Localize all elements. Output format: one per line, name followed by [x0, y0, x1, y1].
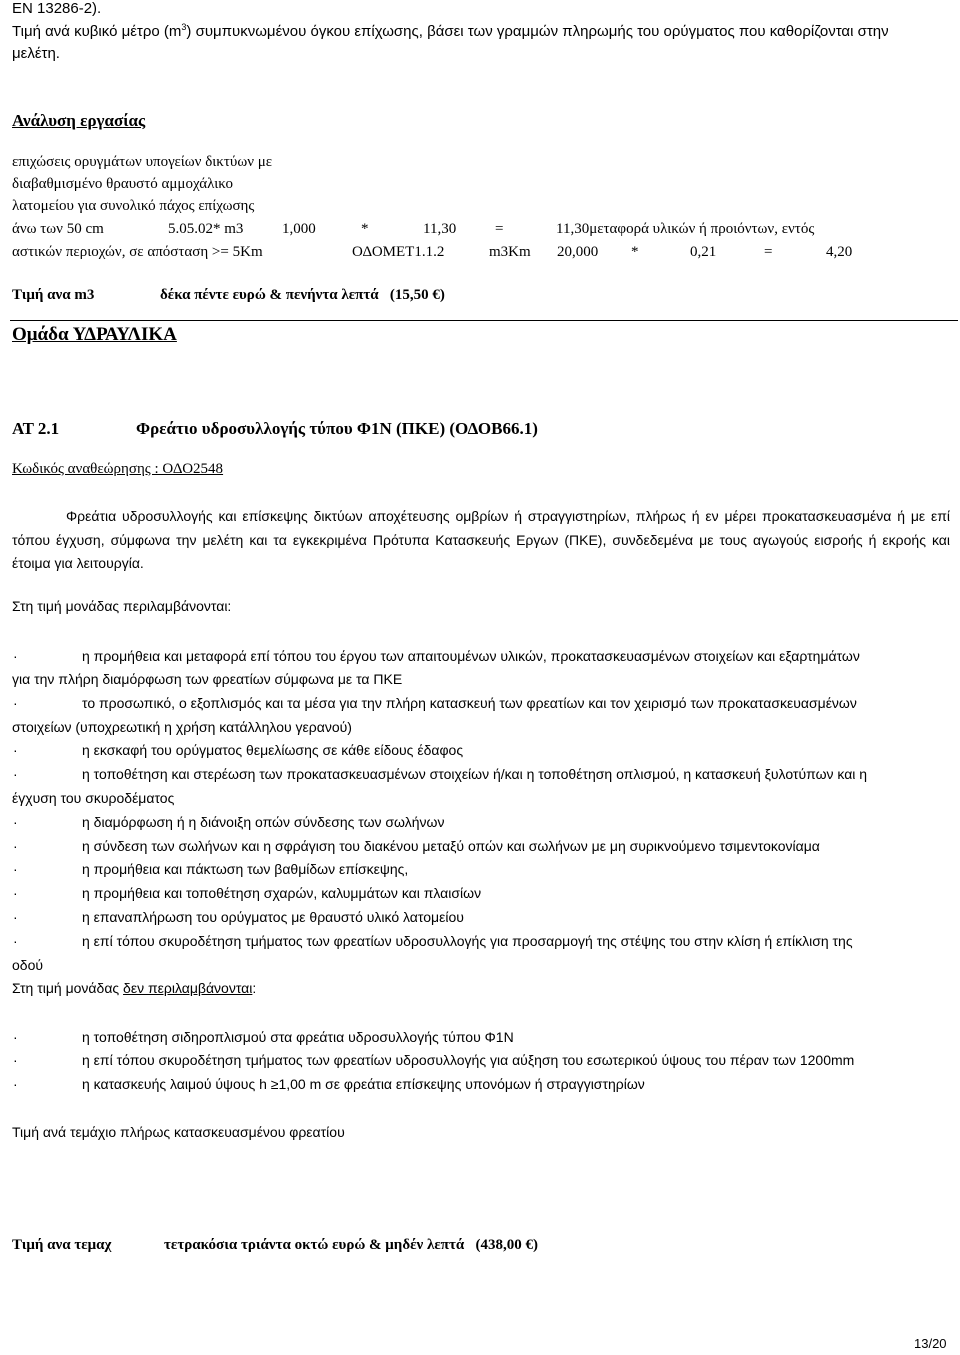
bullet-icon: · [13, 838, 18, 854]
bullet-icon: · [13, 742, 18, 758]
included-item-10-cont: οδού [12, 957, 44, 973]
bullet-icon: · [13, 766, 18, 782]
group-title: Ομάδα ΥΔΡΑΥΛΙΚΑ [12, 324, 177, 345]
bullet-icon: · [13, 861, 18, 877]
row2-price: 0,21 [690, 244, 717, 260]
price-words-piece [164, 1237, 538, 1254]
included-item-1-cont: για την πλήρη διαμόρφωση των φρεατίων σύμφωνα με τα ΠΚΕ [12, 671, 403, 687]
article-description: Φρεάτια υδροσυλλογής και επίσκεψης δικτύων αποχέτευσης ομβρίων ή στραγγιστηρίων, πλήρως ή εν μέρει προκατασκευασμένα ή με επί τόπου έγχυση, σύμφωνα την μελέτη και τα εγκεκριμένα Πρότυπα Κατασκευής Εργων (ΠΚΕ), συνδεδεμένα με τους αγωγούς εισροής ή εκροής και έτοιμα για λειτουργία. [12, 508, 950, 571]
bullet-icon: · [13, 885, 18, 901]
bullet-icon: · [13, 1029, 18, 1045]
included-heading: Στη τιμή μονάδας περιλαμβάνονται: [12, 598, 232, 614]
page-number: 13/20 [914, 1336, 947, 1351]
group-divider [10, 320, 958, 321]
price-words-text: δέκα πέντε ευρώ & πενήντα λεπτά [160, 287, 379, 303]
included-item-2: το προσωπικό, ο εξοπλισμός και τα μέσα για την πλήρη κατασκευή των φρεατίων και τον χειρισμό των προκατασκευασμένων [82, 695, 857, 711]
included-item-4-cont: έγχυση του σκυροδέματος [12, 790, 175, 806]
bullet-icon: · [13, 1076, 18, 1092]
price-label-piece: Τιμή ανα τεμαχ [12, 1237, 112, 1253]
row1-op: * [361, 221, 369, 237]
price-label-m3: Τιμή ανα m3 [12, 287, 95, 303]
row2-total: 4,20 [826, 244, 853, 260]
price-words-m3 [160, 287, 445, 304]
continued-line-2 [12, 22, 889, 40]
superscript-3: 3 [181, 22, 187, 32]
row2-desc: αστικών περιοχών, σε απόσταση >= 5Km [12, 244, 263, 260]
row2-op: * [631, 244, 639, 260]
included-item-1: η προμήθεια και μεταφορά επί τόπου του έργου των απαιτουμένων υλικών, προκατασκευασμένων στοιχείων και εξαρτημάτων [82, 648, 860, 664]
price-words-piece-text: τετρακόσια τριάντα οκτώ ευρώ & μηδέν λεπτά [164, 1237, 465, 1253]
excluded-item-1: η τοποθέτηση σιδηροπλισμού στα φρεάτια υδροσυλλογής τύπου Φ1Ν [82, 1029, 514, 1045]
excluded-item-2: η επί τόπου σκυροδέτηση τμήματος των φρεατίων υδροσυλλογής για αύξηση του εσωτερικού ύψους του πέραν των 1200mm [82, 1052, 855, 1068]
included-item-3: η εκσκαφή του ορύγματος θεμελίωσης σε κάθε είδους έδαφος [82, 742, 464, 758]
included-item-6: η σύνδεση των σωλήνων και η σφράγιση του διακένου μεταξύ οπών και σωλήνων με μη συρικνούμενο τσιμεντοκονίαμα [82, 838, 820, 854]
included-item-7: η προμήθεια και πάκτωση των βαθμίδων επίσκεψης, [82, 861, 409, 877]
excluded-heading-prefix: Στη τιμή μονάδας [12, 980, 124, 996]
article-code: ΑΤ 2.1 [12, 419, 60, 438]
unit-price-text: Τιμή ανά τεμάχιο πλήρως κατασκευασμένου φρεατίου [12, 1124, 345, 1140]
row1-desc: άνω των 50 cm [12, 221, 104, 237]
included-item-8: η προμήθεια και τοποθέτηση σχαρών, καλυμμάτων και πλαισίων [82, 885, 482, 901]
price-value-piece: (438,00 €) [475, 1237, 538, 1253]
price-value-m3: (15,50 €) [389, 287, 445, 303]
bullet-icon: · [13, 909, 18, 925]
excluded-heading-suffix: : [252, 980, 257, 996]
row1-code: 5.05.02* m3 [168, 221, 244, 237]
row1-total-desc: 11,30μεταφορά υλικών ή προιόντων, εντός [556, 221, 815, 237]
analysis-heading: Ανάλυση εργασίας [12, 111, 146, 130]
row2-qty: 20,000 [557, 244, 599, 260]
row2-code: ΟΔΟΜΕΤ1.1.2 [352, 244, 445, 260]
included-item-4: η τοποθέτηση και στερέωση των προκατασκευασμένων στοιχείων ή/και η τοποθέτηση οπλισμού, η κατασκευή ξυλοτύπων και η [82, 766, 868, 782]
row1-price: 11,30 [423, 221, 457, 237]
included-item-5: η διαμόρφωση ή η διάνοιξη οπών σύνδεσης των σωλήνων [82, 814, 445, 830]
included-item-10: η επί τόπου σκυροδέτηση τμήματος των φρεατίων υδροσυλλογής για προσαρμογή της στέψης του στην κλίση ή επίκλιση της [82, 933, 853, 949]
included-item-2-cont: στοιχείων (υποχρεωτική η χρήση κατάλληλου γερανού) [12, 719, 352, 735]
article-title: Φρεάτιο υδροσυλλογής τύπου Φ1Ν (ΠΚΕ) (ΟΔΟΒ66.1) [136, 419, 538, 438]
continued-line-3: μελέτη. [12, 45, 60, 62]
analysis-line-1: επιχώσεις ορυγμάτων υπογείων δικτύων με [12, 154, 273, 170]
analysis-line-3: λατομείου για συνολικό πάχος επίχωσης [12, 198, 255, 214]
row2-eq: = [764, 244, 773, 260]
excluded-heading-underlined: δεν περιλαμβάνονται [123, 980, 253, 996]
row1-qty: 1,000 [282, 221, 316, 237]
analysis-line-2: διαβαθμισμένο θραυστό αμμοχάλικο [12, 176, 233, 192]
bullet-icon: · [13, 1052, 18, 1068]
row2-unit: m3Km [489, 244, 531, 260]
included-item-9: η επαναπλήρωση του ορύγματος με θραυστό υλικό λατομείου [82, 909, 464, 925]
excluded-heading [12, 980, 256, 996]
bullet-icon: · [13, 933, 18, 949]
bullet-icon: · [13, 648, 18, 664]
row1-eq: = [495, 221, 504, 237]
continued-line-1: EN 13286-2). [12, 0, 102, 17]
continued-line-2-start: Τιμή ανά κυβικό μέτρο (m [12, 23, 182, 40]
excluded-item-3: η κατασκευής λαιμού ύψους h ≥1,00 m σε φρεάτια επίσκεψης υπονόμων ή στραγγιστηρίων [82, 1076, 645, 1092]
bullet-icon: · [13, 695, 18, 711]
revision-code: Κωδικός αναθεώρησης : ΟΔΟ2548 [12, 461, 224, 477]
bullet-icon: · [13, 814, 18, 830]
continued-line-2-end: ) συμπυκνωμένου όγκου επίχωσης, βάσει των γραμμών πληρωμής του ορύγματος που καθορίζονται στην [186, 23, 889, 40]
